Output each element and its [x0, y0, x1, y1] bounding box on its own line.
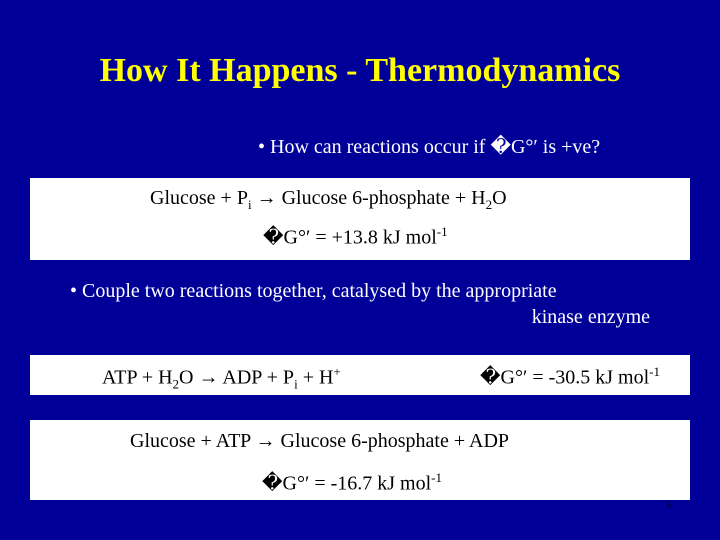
coupled-reaction-equation: Glucose + ATP → Glucose 6-phosphate + ADP [130, 430, 510, 452]
atp-hydrolysis-box [30, 355, 690, 395]
glucose-phosphorylation-equation: $Glucose + P_i \to Glucose$ 6-phosphate + $H_2O$ [150, 187, 507, 212]
question-bullet: • How can reactions occur if �G°′ is +ve? [258, 136, 601, 158]
atp-hydrolysis-energy: �G°′ = -30.5 kJ mol$^{-1}$ [480, 364, 661, 389]
atp-hydrolysis-equation: ATP + $H_2O$ → ADP + $P_i + H^+$ [102, 364, 341, 392]
page-number: 5 [666, 500, 671, 511]
coupling-bullet: • Couple two reactions together, catalysed by the appropriate kinase enzyme [70, 280, 650, 328]
coupled-reaction-energy: �G°′ = -16.7 kJ mol$^{-1}$ [262, 470, 443, 495]
glucose-phosphorylation-energy: �G°′ = +13.8 kJ mol$^{-1}$ [263, 224, 448, 249]
glucose-phosphorylation-box [30, 178, 690, 260]
coupled-reaction-box [30, 420, 690, 500]
slide-title: How It Happens - Thermodynamics [99, 52, 621, 89]
